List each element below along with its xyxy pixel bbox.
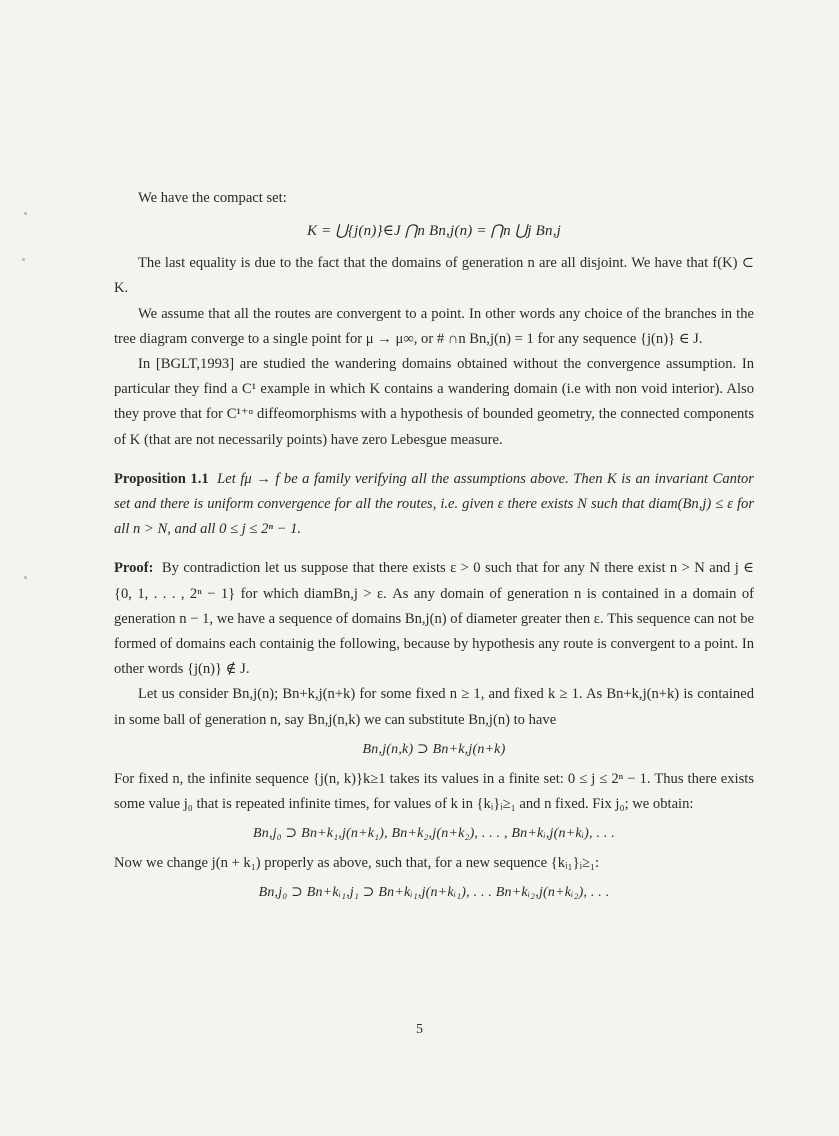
page-number: 5 bbox=[416, 1022, 423, 1037]
proposition-block bbox=[114, 467, 754, 543]
convergence-paragraph: We assume that all the routes are convergent to a point. In other words any choice of the branches in the tree diagram converge to a single point for μ → μ∞, or # ∩n Bn,j(n) = 1 for any sequence {j(n)} ∈ J. bbox=[114, 305, 754, 347]
page-body bbox=[114, 186, 754, 910]
proof-block bbox=[114, 556, 754, 682]
proof-paragraph-2: Let us consider Bn,j(n); Bn+k,j(n+k) for some fixed n ≥ 1, and fixed k ≥ 1. As Bn+k,j(n+k) is contained in some ball of generation n, say Bn,j(n,k) we can substitute Bn,j(n) to have bbox=[114, 686, 754, 728]
proof-paragraph-4: Now we change j(n + k₁) properly as above, such that, for a new sequence {kᵢ₁}ᵢ≥₁: bbox=[114, 855, 600, 872]
compact-set-equation: K = ⋃{j(n)}∈J ⋂n Bn,j(n) = ⋂n ⋃j Bn,j bbox=[306, 223, 562, 240]
bglt-paragraph: In [BGLT,1993] are studied the wandering domains obtained without the convergence assumption. In particular they find a C¹ example in which K contains a wandering domain (i.e with non void interior). Also they prove that for C¹⁺ᵅ diffeomorphisms with a hypothesis of bounded geometry, the connected components of K (that are not necessarily points) have zero Lebesgue measure. bbox=[114, 356, 754, 448]
proof-paragraph-1: By contradiction let us suppose that there exists ε > 0 such that for any N there exist n > N and j ∈ {0, 1, . . . , 2ⁿ − 1} for which diamBn,j > ε. As any domain of generation n is contained in a domain of generation n − 1, we have a sequence of domains Bn,j(n) of diameter greater then ε. This sequence can not be formed of domains each containig the following, because by hypothesis any route is convergent to a point. In other words {j(n)} ∉ J. bbox=[114, 560, 754, 678]
disjoint-paragraph: The last equality is due to the fact that the domains of generation n are all disjoint. We have that f(K) ⊂ K. bbox=[114, 255, 754, 297]
proposition-label: Proposition 1.1 bbox=[114, 470, 209, 487]
inclusion-equation-1: Bn,j(n,k) ⊃ Bn+k,j(n+k) bbox=[362, 741, 506, 757]
inclusion-equation-2: Bn,j₀ ⊃ Bn+k₁,j(n+k₁), Bn+k₂,j(n+k₂), . . . , Bn+kᵢ,j(n+kᵢ), . . . bbox=[253, 826, 615, 842]
scan-speck bbox=[24, 212, 27, 215]
intro-paragraph: We have the compact set: bbox=[138, 190, 287, 206]
inclusion-equation-3: Bn,j₀ ⊃ Bn+kᵢ₁,j₁ ⊃ Bn+kᵢ₁,j(n+kᵢ₁), . . . Bn+kᵢ₂,j(n+kᵢ₂), . . . bbox=[258, 885, 610, 901]
proof-paragraph-3: For fixed n, the infinite sequence {j(n, k)}k≥1 takes its values in a finite set: 0 ≤ j ≤ 2ⁿ − 1. Thus there exists some value j₀ that is repeated infinite times, for values of k in {kᵢ}ᵢ≥₁ and n fixed. Fix j₀; we obtain: bbox=[114, 770, 754, 813]
proposition-statement: Let fμ → f be a family verifying all the assumptions above. Then K is an invariant Cantor set and there is uniform convergence for all the routes, i.e. given ε there exists N such that diam(Bn,j) ≤ ε for all n > N, and all 0 ≤ j ≤ 2ⁿ − 1. bbox=[114, 470, 754, 538]
proof-label: Proof: bbox=[114, 560, 154, 577]
scan-speck bbox=[22, 258, 25, 261]
scan-speck bbox=[24, 576, 27, 579]
